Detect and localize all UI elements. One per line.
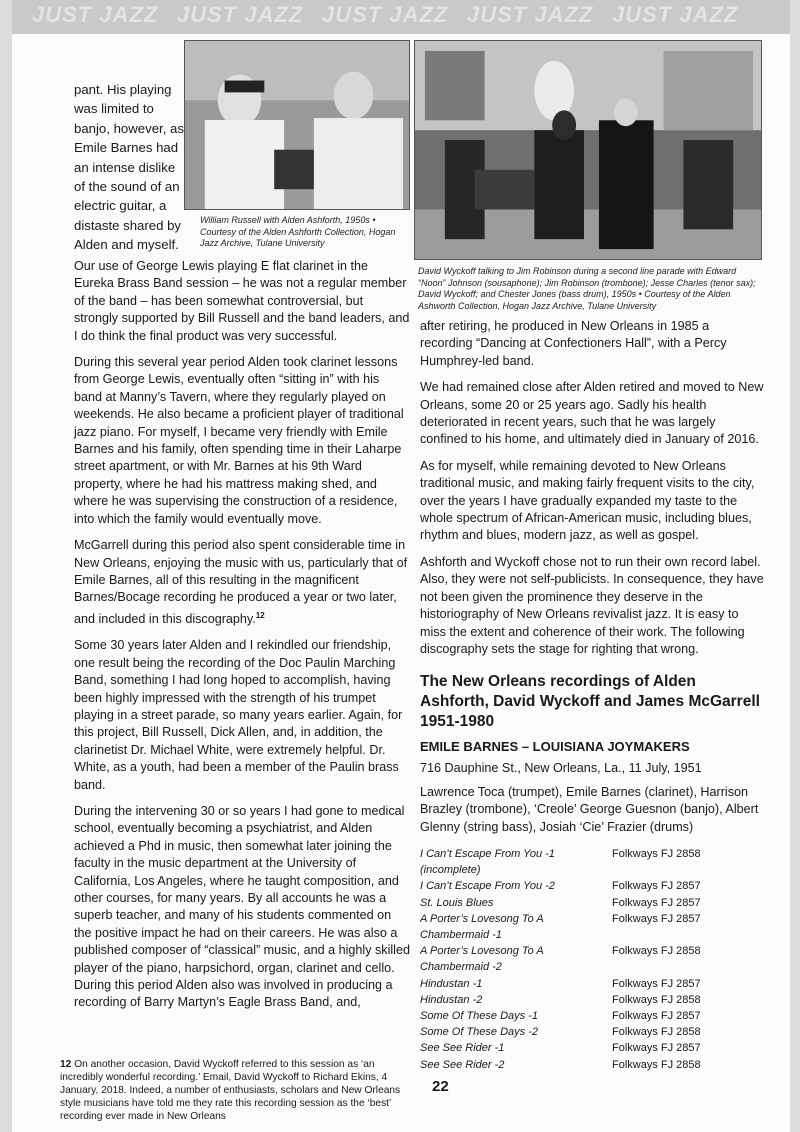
track-catalog: Folkways FJ 2858 [612, 1026, 701, 1039]
track-row [420, 895, 764, 911]
photo-second-line-parade [414, 40, 762, 260]
track-row [420, 1040, 764, 1056]
header-banner [12, 0, 790, 34]
track-row [420, 943, 764, 975]
track-row [420, 878, 764, 894]
track-title: See See Rider -1 [420, 1042, 505, 1055]
track-catalog: Folkways FJ 2858 [612, 993, 701, 1006]
track-title: Hindustan -1 [420, 977, 483, 990]
session-personnel: Lawrence Toca (trumpet), Emile Barnes (clarinet), Harrison Brazley (trombone), ‘Creole’ George Guesnon (banjo), Albert Glenny (string bass), Josiah ‘Cie’ Frazier (drums) [420, 784, 759, 834]
track-title: See See Rider -2 [420, 1058, 505, 1071]
track-catalog: Folkways FJ 2857 [612, 977, 701, 990]
paragraph: Ashforth and Wyckoff chose not to run their own record label. Also, they were not self-publicists. In consequence, they have not been given the prominence they deserve in the historiography of New Orleans revivalist jazz. It is easy to miss the extent and coherence of their work. The following discography sets the stage for righting that wrong. [420, 554, 764, 656]
track-catalog: Folkways FJ 2857 [612, 896, 701, 909]
intro-line: pant. His playing [74, 82, 172, 97]
photo-russell-ashforth [184, 40, 410, 210]
left-column [74, 258, 410, 1021]
paragraph-text: McGarrell during this period also spent considerable time in New Orleans, enjoying the music with us, particularly that of Emile Barnes, all of this resulting in the magnificent Barnes/Bocage recording he produced a year or two later, and included in this discography. [74, 538, 408, 626]
intro-line: an intense dislike [74, 159, 176, 175]
intro-line: banjo, however, as [74, 120, 184, 136]
photo-left-caption: William Russell with Alden Ashforth, 1950s • Courtesy of the Alden Ashforth Collection, Hogan Jazz Archive, Tulane University [200, 215, 396, 248]
track-catalog: Folkways FJ 2858 [612, 1058, 701, 1071]
track-catalog: Folkways FJ 2857 [612, 1042, 701, 1055]
paragraph: During this several year period Alden took clarinet lessons from George Lewis, eventually often “sitting in” with his band at Manny’s Tavern, where they regularly played on weekends. He also became a proficient player of traditional jazz piano. For myself, I became very friendly with Emile Barnes and his family, often spending time in their Laharpe street apartment, or with Mr. Barnes at his 9th Ward property, where he had his mattress making shed, and where he was supervising the construction of a residence, into which the family would eventually move. [74, 355, 404, 526]
session-place: 716 Dauphine St., New Orleans, La., 11 July, 1951 [420, 761, 702, 776]
track-row [420, 1057, 764, 1073]
discography-headline: The New Orleans recordings of Alden Ashforth, David Wyckoff and James McGarrell 1951-1980 [420, 673, 760, 731]
banner-text: JUST JAZZ [322, 2, 449, 27]
paragraph: after retiring, he produced in New Orleans in 1985 a recording “Dancing at Confectioners Hall”, with a Percy Humphrey-led band. [420, 319, 727, 368]
track-catalog: Folkways FJ 2857 [612, 1009, 701, 1022]
track-row [420, 911, 764, 943]
page-number: 22 [432, 1078, 449, 1095]
track-row [420, 846, 764, 878]
track-title: A Porter’s Lovesong To A Chambermaid -1 [420, 912, 544, 941]
intro-line: Alden and myself. [74, 237, 179, 253]
footnote-ref: 12 [255, 610, 265, 620]
footnote-text: On another occasion, David Wyckoff referred to this session as ‘an incredibly wonderful recording.’ Email, David Wyckoff to Richard Ekins, 4 January, 2018. Indeed, a number of enthusiasts, scholars and New Orleans style musicians have told me they rate this recording session as the ‘best’ recording ever made in New Orleans [60, 1059, 401, 1122]
track-catalog: Folkways FJ 2857 [612, 880, 701, 893]
paragraph: As for myself, while remaining devoted to New Orleans traditional music, and making fairly frequent visits to the city, over the years I have gradually expanded my taste to the whole spectrum of African-American music, including blues, rhythm and blues, modern jazz, as well as gospel. [420, 458, 755, 543]
banner-text: JUST JAZZ [467, 2, 594, 27]
intro-line: was limited to [74, 101, 154, 117]
track-row [420, 992, 764, 1008]
paragraph: Our use of George Lewis playing E flat clarinet in the Eureka Brass Band session – he was not a regular member of the band – has been somewhat controversial, but strongly supported by Bill Russell and the band leaders, and I do think the final product was very successful. [74, 259, 410, 343]
intro-line: Emile Barnes had [74, 140, 179, 156]
track-title: Hindustan -2 [420, 993, 483, 1006]
banner-text: JUST JAZZ [612, 2, 739, 27]
track-row [420, 1008, 764, 1024]
track-catalog: Folkways FJ 2858 [612, 847, 701, 860]
banner-text: JUST JAZZ [32, 2, 159, 27]
photo-right-caption: David Wyckoff talking to Jim Robinson during a second line parade with Edward “Noon” Johnson (sousaphone); Jim Robinson (trombone); Jesse Charles (tenor sax); David Wyckoff; and Chester Jones (bass drum), 1950s • Courtesy of the Alden Ashworth Collection, Hogan Jazz Archive, Tulane University [418, 266, 756, 311]
footnote [60, 1058, 415, 1123]
track-title: A Porter’s Lovesong To A Chambermaid -2 [420, 945, 544, 974]
track-row [420, 1024, 764, 1040]
magazine-page [12, 0, 790, 1132]
footnote-number: 12 [60, 1059, 72, 1070]
track-list [420, 846, 764, 1073]
track-row [420, 976, 764, 992]
banner-text: JUST JAZZ [177, 2, 304, 27]
intro-line: electric guitar, a [74, 198, 167, 214]
track-title: Some Of These Days -2 [420, 1026, 538, 1039]
track-title: I Can’t Escape From You -2 [420, 880, 555, 893]
track-catalog: Folkways FJ 2857 [612, 912, 701, 925]
track-catalog: Folkways FJ 2858 [612, 945, 701, 958]
intro-line: distaste shared by [74, 217, 182, 233]
paragraph: Some 30 years later Alden and I rekindled our friendship, one result being the recording of the Doc Paulin Marching Band, something I had long hoped to accomplish, having been highly impressed with the strength of his trumpet playing in a street parade, so many years earlier. Again, for this project, Bill Russell, Dick Allen, and, in addition, the clarinetist Dr. Michael White, were extremely helpful. Dr. White, as a youth, had been a member of the Paulin brass band. [74, 638, 403, 792]
left-intro [74, 80, 184, 255]
paragraph: We had remained close after Alden retired and moved to New Orleans, some 20 or 25 years ago. Sadly his health deteriorated in recent years, such that he was largely confined to his home, and ultimately died in January of 2016. [420, 380, 764, 447]
track-title: Some Of These Days -1 [420, 1009, 538, 1022]
track-title: I Can’t Escape From You -1 (incomplete) [420, 847, 555, 877]
track-title: St. Louis Blues [420, 896, 494, 909]
session-title: EMILE BARNES – LOUISIANA JOYMAKERS [420, 739, 690, 755]
paragraph: During the intervening 30 or so years I had gone to medical school, eventually becoming a psychiatrist, and Alden achieved a Phd in music, then somewhat later joining the faculty in the music department at the University of California, Los Angeles, where he taught composition, and other courses, for many years. By all accounts he was a superb teacher, and many of his students commented on the positive impact he had on their careers. He was also a published composer of “classical” music, and a highly skilled player of the piano, harpsichord, organ, clarinet and cello. During this period Alden also was involved in producing a recording of Barry Martyn’s Eagle Brass Band, and, [74, 803, 410, 1010]
right-column [420, 318, 764, 1073]
paragraph [74, 537, 410, 628]
intro-line: of the sound of an [74, 179, 180, 195]
